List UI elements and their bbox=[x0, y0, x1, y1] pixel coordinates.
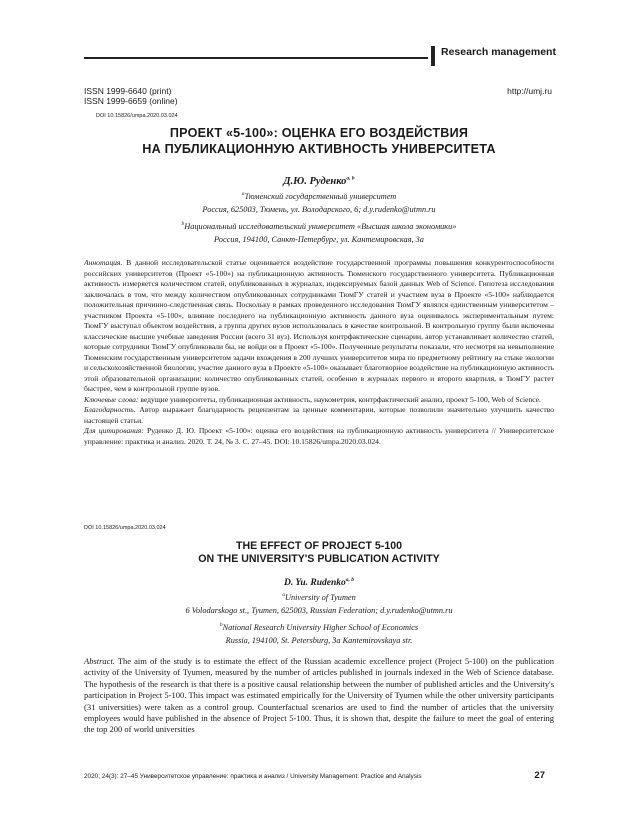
en-title-line2: ON THE UNIVERSITY'S PUBLICATION ACTIVITY bbox=[198, 553, 440, 565]
ru-author-sup: a, b bbox=[346, 175, 355, 182]
issn-block bbox=[84, 86, 178, 106]
page-footer: 2020; 24(3): 27–45 Университетское управление: практика и анализ / University Management: Practice and Analysis bbox=[84, 773, 422, 780]
section-label: Research management bbox=[441, 46, 556, 58]
en-aff-b-line1: $^b$National Research University Higher School of Economics bbox=[219, 622, 419, 632]
ru-author bbox=[84, 176, 554, 187]
ru-keywords bbox=[84, 395, 554, 406]
ru-aff-b-line1: $^b$Национальный исследовательский университет «Высшая школа экономики» bbox=[181, 221, 457, 231]
journal-url[interactable]: http://umj.ru bbox=[507, 86, 552, 96]
en-author-sup: a, b bbox=[345, 576, 355, 583]
header-accent-bar bbox=[431, 46, 435, 66]
issn-print: ISSN 1999-6640 (print) bbox=[84, 86, 172, 96]
en-title-line1: THE EFFECT OF PROJECT 5-100 bbox=[236, 540, 402, 552]
ru-aff-a-line2: Россия, 625003, Тюмень, ул. Володарского, 6; d.y.rudenko@utmn.ru bbox=[202, 204, 436, 214]
en-title bbox=[84, 540, 554, 566]
en-abstract-text: The aim of the study is to estimate the effect of the Russian academic excellence project (Project 5-100) on the publication activity of the University of Tyumen, measured by the number of articles published in journals indexed in the Web of Science database. The hypothesis of the research is that there is a positive causal relationship between the number of published articles and the University's participation in Project 5-100. This impact was estimated empirically for the University of Tyumen while the other university participants (31 universities) were taken as a control group. Counterfactual scenarios are used to find the number of articles that the university employees would have published in the absence of Project 5-100. Thus, it is shown that, despite the failure to meet the goal of entering the top 200 of world universities bbox=[84, 656, 554, 735]
ru-title bbox=[84, 125, 554, 157]
ru-keywords-label: Ключевые слова: bbox=[84, 394, 139, 404]
en-aff-a-line2: 6 Volodarskogo st., Tyumen, 625003, Russian Federation; d.y.rudenko@utmn.ru bbox=[185, 605, 453, 615]
ru-abstract-label: Аннотация. bbox=[84, 258, 123, 267]
ru-author-name: Д.Ю. Руденко bbox=[283, 176, 347, 187]
ru-doi[interactable]: DOI 10.15826/umpa.2020.03.024 bbox=[96, 113, 178, 119]
en-aff-b-line2: Russia, 194100, St. Petersburg, 3a Kantemirovskaya str. bbox=[225, 635, 413, 645]
ru-abstract-text: В данной исследовательской статье оценивается воздействие государственной программы повышения конкурентоспособности российских университетов (Проект «5-100») на публикационную активность Тюменского государственного университета. Публикационная активность измеряется количеством статей, опубликованных в журналах, индексируемых базой данных Web of Science. Гипотеза исследования заключалась в том, что между количеством опубликованных сотрудниками ТюмГУ статей и участием вуза в Проекте «5-100» наблюдается положительная причинно-следственная связь. Поскольку в рамках проведенного исследования ТюмГУ являлся единственным университетом – участником Проекта «5-100», влияние последнего на публикационную активность данного вуза оценивалось экспериментальным путем: ТюмГУ выступал объектом воздействия, а группа других вузов использовалась в качестве контрольной. В контрольную группу были включены классические высшие учебные заведения России (всего 31 вуз). Используя контрфактические сценарии, автор устанавливает количество статей, которые сотрудники ТюмГУ опубликовали бы, не войди он в Проект «5-100». Полученные результаты показали, что несмотря на невыполнение Тюменским государственным университетом задачи вхождения в 200 лучших университетов мира по предметному рейтингу на стыке экологии и сельскохозяйственной биологии, участие данного вуза в Проекте «5-100» оказывает благотворное воздействие на публикационную активность этой образовательной организации: количество опубликованных статей, особенно в журналах первого и второго квартиля, в ТюмГУ растет быстрее, чем в контрольной группе вузов. bbox=[84, 258, 554, 393]
page-number: 27 bbox=[534, 770, 545, 781]
issn-online: ISSN 1999-6659 (online) bbox=[84, 96, 178, 106]
ru-abstract bbox=[84, 258, 554, 395]
en-affiliations bbox=[84, 592, 554, 647]
ru-ack-text: Автор выражает благодарность рецензентам за ценные комментарии, которые позволили значительно улучшить качество настоящей статьи. bbox=[84, 405, 554, 425]
ru-citation bbox=[84, 426, 554, 447]
ru-affiliations bbox=[84, 191, 554, 246]
en-abstract-block bbox=[84, 656, 554, 736]
ru-cite-text: Руденко Д. Ю. Проект «5-100»: оценка его воздействия на публикационную активность университета // Университетское управление: практика и анализ. 2020. Т. 24, № 3. С. 27–45. DOI: 10.15826/umpa.2020.03.024. bbox=[84, 426, 554, 446]
en-author-name: D. Yu. Rudenko bbox=[283, 578, 346, 588]
header-rule bbox=[84, 57, 428, 59]
ru-title-line2: НА ПУБЛИКАЦИОННУЮ АКТИВНОСТЬ УНИВЕРСИТЕТА bbox=[142, 142, 496, 156]
en-abstract-label: Abstract. bbox=[84, 656, 115, 666]
en-doi[interactable]: DOI 10.15826/umpa.2020.03.024 bbox=[84, 525, 166, 531]
en-aff-a-line1: $^a$University of Tyumen bbox=[282, 592, 356, 602]
ru-cite-label: Для цитирования: bbox=[84, 426, 144, 435]
ru-aff-b-line2: Россия, 194100, Санкт-Петербург, ул. Кантемировская, 3а bbox=[214, 234, 424, 244]
ru-keywords-text: ведущие университеты, публикационная активность, наукометрия, контрфактический анализ, проект 5-100, Web of Science. bbox=[140, 394, 541, 404]
en-author bbox=[84, 578, 554, 588]
ru-acknowledgement bbox=[84, 405, 554, 426]
ru-abstract-block bbox=[84, 258, 554, 447]
ru-title-line1: ПРОЕКТ «5-100»: ОЦЕНКА ЕГО ВОЗДЕЙСТВИЯ bbox=[169, 126, 469, 140]
en-abstract bbox=[84, 656, 554, 736]
ru-ack-label: Благодарность. bbox=[84, 405, 136, 414]
ru-aff-a-line1: $^a$Тюменский государственный университет bbox=[241, 191, 397, 201]
